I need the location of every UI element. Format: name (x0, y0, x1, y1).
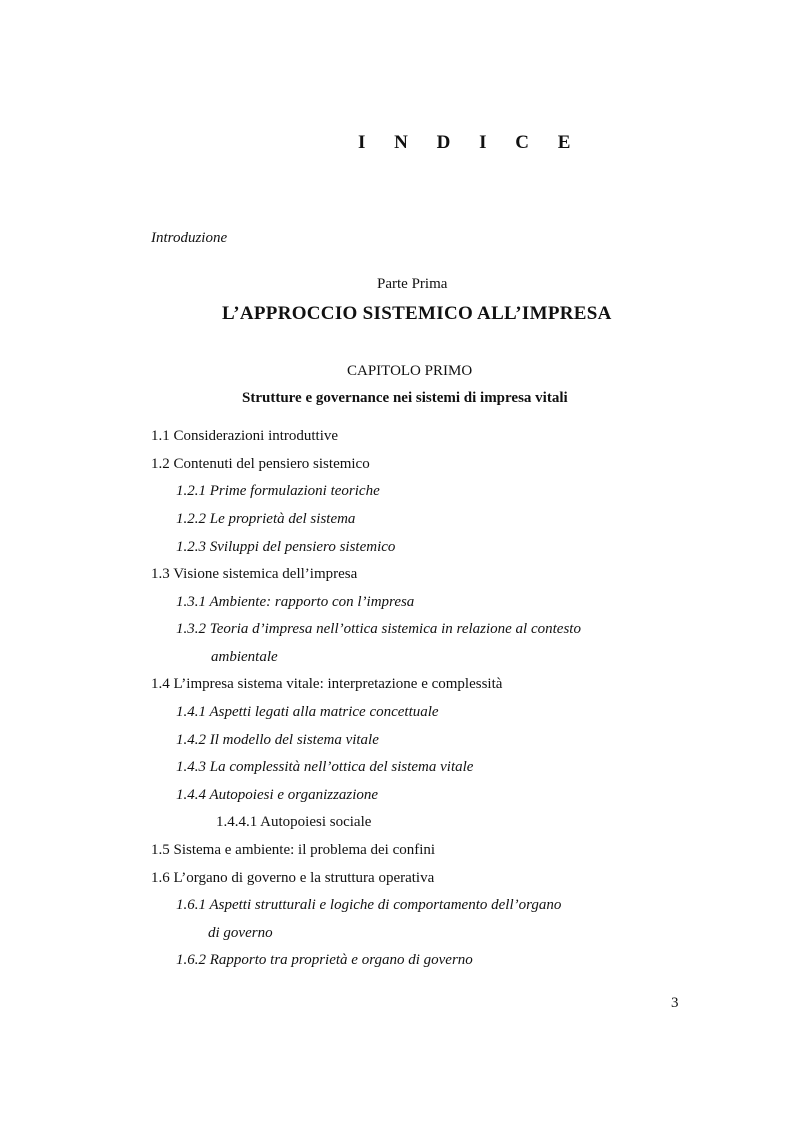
toc-entry: 1.2.3 Sviluppi del pensiero sistemico (176, 539, 396, 555)
toc-entry: 1.2.1 Prime formulazioni teoriche (176, 483, 380, 499)
chapter-label: CAPITOLO PRIMO (347, 363, 473, 379)
introduction-entry: Introduzione (151, 230, 228, 246)
toc-entry: 1.4 L’impresa sistema vitale: interpretazione e complessità (151, 676, 503, 692)
toc-entry: 1.6 L’organo di governo e la struttura operativa (151, 870, 435, 886)
toc-entry: 1.4.1 Aspetti legati alla matrice concettuale (176, 704, 439, 720)
toc-entry: di governo (208, 925, 273, 941)
toc-entry: 1.1 Considerazioni introduttive (151, 428, 339, 444)
toc-entry: 1.3.2 Teoria d’impresa nell’ottica sistemica in relazione al contesto (176, 621, 581, 637)
toc-entry: ambientale (211, 649, 278, 665)
chapter-subtitle: Strutture e governance nei sistemi di impresa vitali (242, 390, 568, 406)
toc-entry: 1.4.3 La complessità nell’ottica del sistema vitale (176, 759, 474, 775)
part-title: L’APPROCCIO SISTEMICO ALL’IMPRESA (222, 303, 612, 324)
toc-entry: 1.2.2 Le proprietà del sistema (176, 511, 356, 527)
page-title: I N D I C E (358, 132, 583, 153)
toc-entry: 1.2 Contenuti del pensiero sistemico (151, 456, 370, 472)
toc-entry: 1.3.1 Ambiente: rapporto con l’impresa (176, 594, 415, 610)
page-number: 3 (671, 995, 679, 1011)
toc-entry: 1.3 Visione sistemica dell’impresa (151, 566, 358, 582)
toc-entry: 1.4.4.1 Autopoiesi sociale (216, 814, 372, 830)
toc-entry: 1.5 Sistema e ambiente: il problema dei confini (151, 842, 436, 858)
toc-entry: 1.6.1 Aspetti strutturali e logiche di comportamento dell’organo (176, 897, 562, 913)
toc-entry: 1.4.4 Autopoiesi e organizzazione (176, 787, 379, 803)
toc-entry: 1.4.2 Il modello del sistema vitale (176, 732, 379, 748)
toc-entry: 1.6.2 Rapporto tra proprietà e organo di governo (176, 952, 473, 968)
part-label: Parte Prima (377, 276, 448, 292)
